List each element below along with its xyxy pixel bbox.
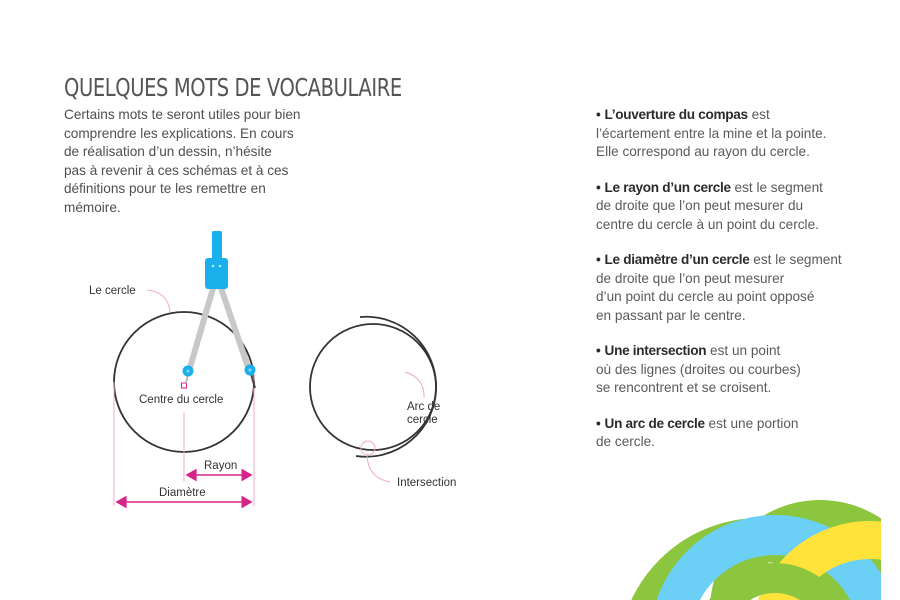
definition-text: est le segment	[730, 179, 823, 195]
bullet: •	[596, 107, 601, 122]
label-arc-line1: Arc de	[407, 401, 441, 413]
intro-line: Certains mots te seront utiles pour bien	[64, 107, 301, 122]
definition-compass-opening	[596, 106, 876, 162]
intro-line: définitions pour te les remettre en	[64, 181, 266, 196]
label-center: Centre du cercle	[139, 394, 224, 406]
definition-text: de cercle.	[596, 434, 655, 449]
definition-arc	[596, 415, 876, 452]
label-intersection: Intersection	[397, 477, 457, 489]
circle-diagram	[89, 231, 256, 506]
compass-icon	[183, 231, 256, 388]
label-radius: Rayon	[204, 460, 238, 472]
bullet: •	[596, 252, 601, 267]
intersection-leader-line	[367, 455, 390, 482]
term: Le rayon d’un cercle	[604, 179, 731, 195]
center-marker	[182, 383, 187, 388]
label-diameter: Diamètre	[159, 487, 206, 499]
bullet: •	[596, 343, 601, 358]
intro-line: pas à revenir à ces schémas et à ces	[64, 162, 289, 178]
definition-diameter	[596, 251, 876, 325]
label-arc-line2: cercle	[407, 414, 438, 426]
intersection-diagram	[310, 317, 456, 489]
intro-line: comprendre les explications. En cours	[64, 125, 294, 141]
circle-leader-line	[147, 290, 170, 312]
definition-text: en passant par le centre.	[596, 307, 746, 323]
arc-leader-line	[405, 372, 424, 398]
intro-line: de réalisation d’un dessin, n’hésite	[64, 144, 272, 159]
definition-text: de droite que l’on peut mesurer	[596, 270, 785, 286]
definition-text: l’écartement entre la mine et la pointe.	[596, 125, 827, 141]
definition-radius	[596, 179, 876, 235]
right-circle-arc	[356, 317, 436, 457]
term: Le diamètre d’un cercle	[604, 252, 750, 267]
label-circle: Le cercle	[89, 285, 136, 297]
definition-text: de droite que l’on peut mesurer du	[596, 198, 804, 213]
definition-intersection	[596, 342, 876, 398]
term: Une intersection	[604, 343, 707, 358]
left-circle	[310, 324, 436, 450]
definition-text: où des lignes (droites ou courbes)	[596, 361, 801, 377]
definition-text: se rencontrent et se croisent.	[596, 380, 772, 395]
definition-text: est un point	[706, 343, 781, 358]
definition-text: est le segment	[749, 252, 842, 267]
page-title: QUELQUES MOTS DE VOCABULAIRE	[64, 72, 402, 102]
definition-text: d’un point du cercle au point opposé	[596, 289, 815, 304]
bullet: •	[596, 415, 601, 431]
definition-text: est une portion	[704, 415, 799, 431]
intro-line: mémoire.	[64, 199, 121, 215]
intersection-marker	[361, 441, 375, 455]
bullet: •	[596, 179, 601, 195]
definition-text: Elle correspond au rayon du cercle.	[596, 144, 810, 159]
definitions-list	[596, 106, 876, 469]
definition-text: est	[747, 107, 770, 122]
term: L’ouverture du compas	[604, 107, 748, 122]
term: Un arc de cercle	[604, 415, 705, 431]
definition-text: centre du cercle à un point du cercle.	[596, 216, 819, 232]
